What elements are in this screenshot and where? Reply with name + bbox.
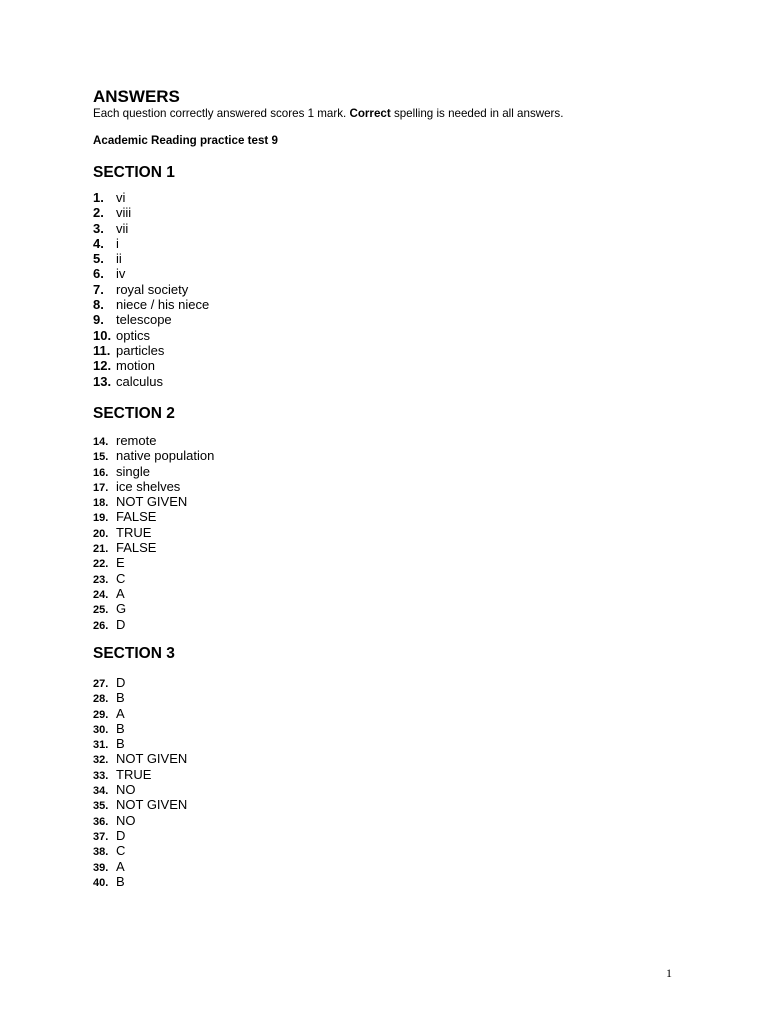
answer-item — [93, 782, 187, 797]
answer-text: E — [116, 555, 125, 571]
answer-text: NOT GIVEN — [116, 494, 188, 510]
answer-text: single — [116, 463, 150, 479]
answer-text: B — [116, 736, 125, 752]
answer-number: 13. — [93, 373, 112, 389]
answer-text: particles — [116, 342, 165, 358]
answer-number: 11. — [93, 342, 111, 358]
answer-item — [93, 586, 214, 601]
page-number: 1 — [666, 966, 672, 980]
answer-number: 38. — [93, 846, 109, 859]
answer-text: D — [116, 616, 126, 632]
answer-text: optics — [116, 327, 150, 343]
answer-text: NO — [116, 782, 136, 798]
answer-item — [93, 358, 209, 373]
answer-item — [93, 282, 209, 297]
answer-item — [93, 328, 209, 343]
answer-number: 28. — [93, 693, 109, 706]
answer-number: 30. — [93, 723, 109, 736]
answer-item — [93, 448, 214, 463]
answer-text: D — [116, 827, 126, 843]
answer-number: 26. — [93, 619, 109, 632]
answer-item — [93, 464, 214, 479]
answer-number: 4. — [93, 235, 104, 251]
section-2-heading: SECTION 2 — [93, 405, 175, 422]
answer-number: 20. — [93, 527, 109, 540]
answer-number: 32. — [93, 754, 109, 767]
answer-number: 25. — [93, 604, 109, 617]
answer-number: 9. — [93, 312, 104, 328]
answer-item — [93, 843, 187, 858]
answer-number: 7. — [93, 281, 104, 297]
answer-item — [93, 525, 214, 540]
answer-number: 22. — [93, 558, 109, 571]
answer-item — [93, 617, 214, 632]
answer-item — [93, 555, 214, 570]
section-2-answers — [93, 433, 214, 632]
answer-item — [93, 509, 214, 524]
answer-number: 5. — [93, 251, 104, 267]
answer-item — [93, 690, 187, 705]
answer-number: 8. — [93, 297, 104, 313]
answer-text: A — [116, 858, 125, 874]
answer-text: ii — [116, 251, 122, 267]
answer-number: 14. — [93, 436, 109, 448]
answer-number: 40. — [93, 876, 109, 889]
answer-text: A — [116, 585, 125, 601]
answer-item — [93, 297, 209, 312]
answer-text: vii — [116, 220, 129, 236]
answer-text: G — [116, 601, 127, 617]
answer-item — [93, 767, 187, 782]
answer-item — [93, 540, 214, 555]
answer-item — [93, 494, 214, 509]
answer-number: 24. — [93, 588, 109, 601]
section-1-heading: SECTION 1 — [93, 164, 175, 181]
answer-item — [93, 374, 209, 389]
answer-number: 12. — [93, 358, 112, 374]
answer-text: niece / his niece — [116, 297, 210, 313]
answer-text: C — [116, 570, 126, 586]
answer-item — [93, 721, 187, 736]
answer-number: 31. — [93, 739, 109, 752]
section-1-answers — [93, 190, 209, 389]
answer-item — [93, 736, 187, 751]
answer-item — [93, 571, 214, 586]
answer-text: NOT GIVEN — [116, 751, 188, 767]
answer-number: 15. — [93, 451, 109, 464]
answer-number: 39. — [93, 861, 109, 874]
answer-item — [93, 706, 187, 721]
section-3-answers — [93, 675, 187, 889]
answer-text: C — [116, 843, 126, 859]
answer-number: 10. — [93, 327, 112, 343]
answer-text: TRUE — [116, 524, 152, 540]
answer-number: 6. — [93, 266, 104, 282]
answer-item — [93, 433, 214, 448]
answer-text: motion — [116, 358, 156, 374]
answer-text: remote — [116, 433, 157, 448]
answer-text: A — [116, 705, 125, 721]
answer-item — [93, 874, 187, 889]
answer-item — [93, 828, 187, 843]
answer-text: viii — [116, 205, 132, 221]
intro-text-end: spelling is needed in all answers. — [390, 107, 564, 120]
answer-number: 19. — [93, 512, 109, 525]
answer-number: 21. — [93, 543, 109, 556]
answer-text: D — [116, 675, 126, 690]
answer-item — [93, 797, 187, 812]
answer-item — [93, 205, 209, 220]
intro-text-bold: Correct — [349, 107, 391, 120]
answer-number: 18. — [93, 497, 109, 510]
answer-item — [93, 859, 187, 874]
answer-text: calculus — [116, 373, 163, 389]
answer-item — [93, 190, 209, 205]
answer-number: 33. — [93, 769, 109, 782]
answer-number: 36. — [93, 815, 109, 828]
test-subtitle: Academic Reading practice test 9 — [93, 134, 278, 147]
answer-item — [93, 236, 209, 251]
intro-text-start: Each question correctly answered scores 1 mark. — [93, 107, 350, 120]
page-title: ANSWERS — [93, 87, 180, 106]
answer-text: TRUE — [116, 766, 152, 782]
answer-item — [93, 312, 209, 327]
answer-number: 16. — [93, 466, 109, 479]
answer-text: telescope — [116, 312, 172, 328]
answer-number: 23. — [93, 573, 109, 586]
answer-text: i — [116, 235, 119, 251]
answer-item — [93, 751, 187, 766]
answer-item — [93, 675, 187, 690]
answer-text: NO — [116, 812, 136, 828]
answer-number: 17. — [93, 481, 109, 494]
answer-item — [93, 221, 209, 236]
answer-text: B — [116, 690, 125, 706]
answer-text: NOT GIVEN — [116, 797, 188, 813]
answer-text: ice shelves — [116, 478, 181, 494]
section-3-heading: SECTION 3 — [93, 645, 175, 662]
answer-item — [93, 251, 209, 266]
answer-item — [93, 813, 187, 828]
answer-number: 35. — [93, 800, 109, 813]
answer-item — [93, 601, 214, 616]
answer-text: FALSE — [116, 540, 157, 556]
answer-number: 1. — [93, 190, 104, 205]
answer-text: royal society — [116, 281, 189, 297]
answer-text: vi — [116, 190, 126, 205]
answer-item — [93, 266, 209, 281]
answer-text: iv — [116, 266, 126, 282]
answer-number: 29. — [93, 708, 109, 721]
answer-item — [93, 343, 209, 358]
answer-number: 37. — [93, 830, 109, 843]
intro-text — [93, 107, 563, 121]
answer-number: 3. — [93, 220, 104, 236]
answer-number: 27. — [93, 678, 109, 690]
answer-item — [93, 479, 214, 494]
answer-text: B — [116, 720, 125, 736]
answer-number: 2. — [93, 205, 104, 221]
answer-text: FALSE — [116, 509, 157, 525]
answer-text: B — [116, 873, 125, 889]
answer-text: native population — [116, 448, 215, 464]
answer-number: 34. — [93, 785, 109, 798]
